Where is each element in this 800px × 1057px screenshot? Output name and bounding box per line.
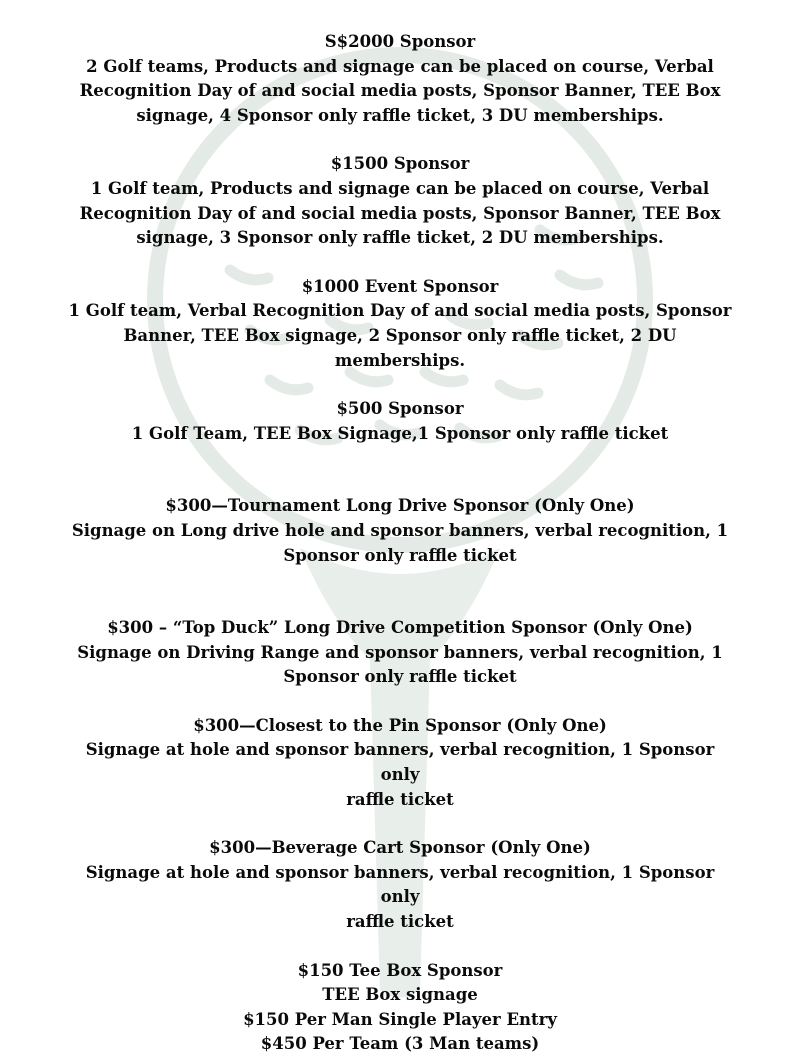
sponsor-detail: Recognition Day of and social media posts, Sponsor Banner, TEE Box <box>79 81 721 101</box>
sponsor-300-long-drive <box>65 494 735 568</box>
sponsor-detail: TEE Box signage <box>322 985 478 1005</box>
sponsor-title: $1000 Event Sponsor <box>301 276 499 296</box>
sponsor-1000 <box>65 275 735 373</box>
sponsor-title: $150 Tee Box Sponsor <box>297 960 503 980</box>
sponsor-detail: Sponsor only raffle ticket <box>283 667 517 687</box>
sponsor-detail: Signage at hole and sponsor banners, verbal recognition, 1 Sponsor only <box>85 862 715 907</box>
sponsor-detail: raffle ticket <box>346 912 454 932</box>
sponsor-detail: $150 Per Man Single Player Entry <box>243 1009 557 1029</box>
sponsor-detail: $450 Per Team (3 Man teams) <box>260 1034 540 1054</box>
sponsor-1500 <box>65 152 735 250</box>
sponsor-title: $1500 Sponsor <box>330 154 470 174</box>
sponsor-title: $300 – “Top Duck” Long Drive Competition Sponsor (Only One) <box>107 618 693 638</box>
sponsor-detail: Sponsor only raffle ticket <box>283 545 517 565</box>
sponsor-title: S$2000 Sponsor <box>324 32 476 51</box>
sponsorship-levels <box>0 30 800 1057</box>
sponsor-300-top-duck <box>65 616 735 690</box>
sponsor-title: $300—Beverage Cart Sponsor (Only One) <box>209 838 591 858</box>
sponsor-detail: 1 Golf team, Products and signage can be placed on course, Verbal <box>90 178 710 198</box>
sponsor-detail: Signage at hole and sponsor banners, verbal recognition, 1 Sponsor only <box>85 740 715 785</box>
sponsor-150-tee-box <box>65 959 735 1057</box>
sponsor-detail: Recognition Day of and social media posts, Sponsor Banner, TEE Box <box>79 203 721 223</box>
sponsor-title: $500 Sponsor <box>336 399 464 419</box>
sponsor-detail: 1 Golf team, Verbal Recognition Day of and social media posts, Sponsor <box>68 301 732 321</box>
sponsor-detail: raffle ticket <box>346 789 454 809</box>
sponsor-300-closest-pin <box>65 714 735 812</box>
sponsor-detail: 2 Golf teams, Products and signage can be placed on course, Verbal <box>86 56 714 76</box>
sponsor-detail: Banner, TEE Box signage, 2 Sponsor only raffle ticket, 2 DU memberships. <box>123 325 677 370</box>
sponsor-detail: Signage on Driving Range and sponsor banners, verbal recognition, 1 <box>77 642 723 662</box>
sponsor-detail: signage, 4 Sponsor only raffle ticket, 3 DU memberships. <box>136 105 664 125</box>
sponsor-title: $300—Closest to the Pin Sponsor (Only One) <box>193 715 607 735</box>
sponsor-500 <box>65 397 735 446</box>
sponsor-300-beverage-cart <box>65 836 735 934</box>
sponsor-detail: 1 Golf Team, TEE Box Signage,1 Sponsor only raffle ticket <box>131 423 669 443</box>
sponsor-2000 <box>65 30 735 128</box>
sponsor-detail: signage, 3 Sponsor only raffle ticket, 2 DU memberships. <box>136 228 664 248</box>
sponsor-title: $300—Tournament Long Drive Sponsor (Only One) <box>165 496 635 516</box>
sponsor-detail: Signage on Long drive hole and sponsor banners, verbal recognition, 1 <box>71 520 729 540</box>
